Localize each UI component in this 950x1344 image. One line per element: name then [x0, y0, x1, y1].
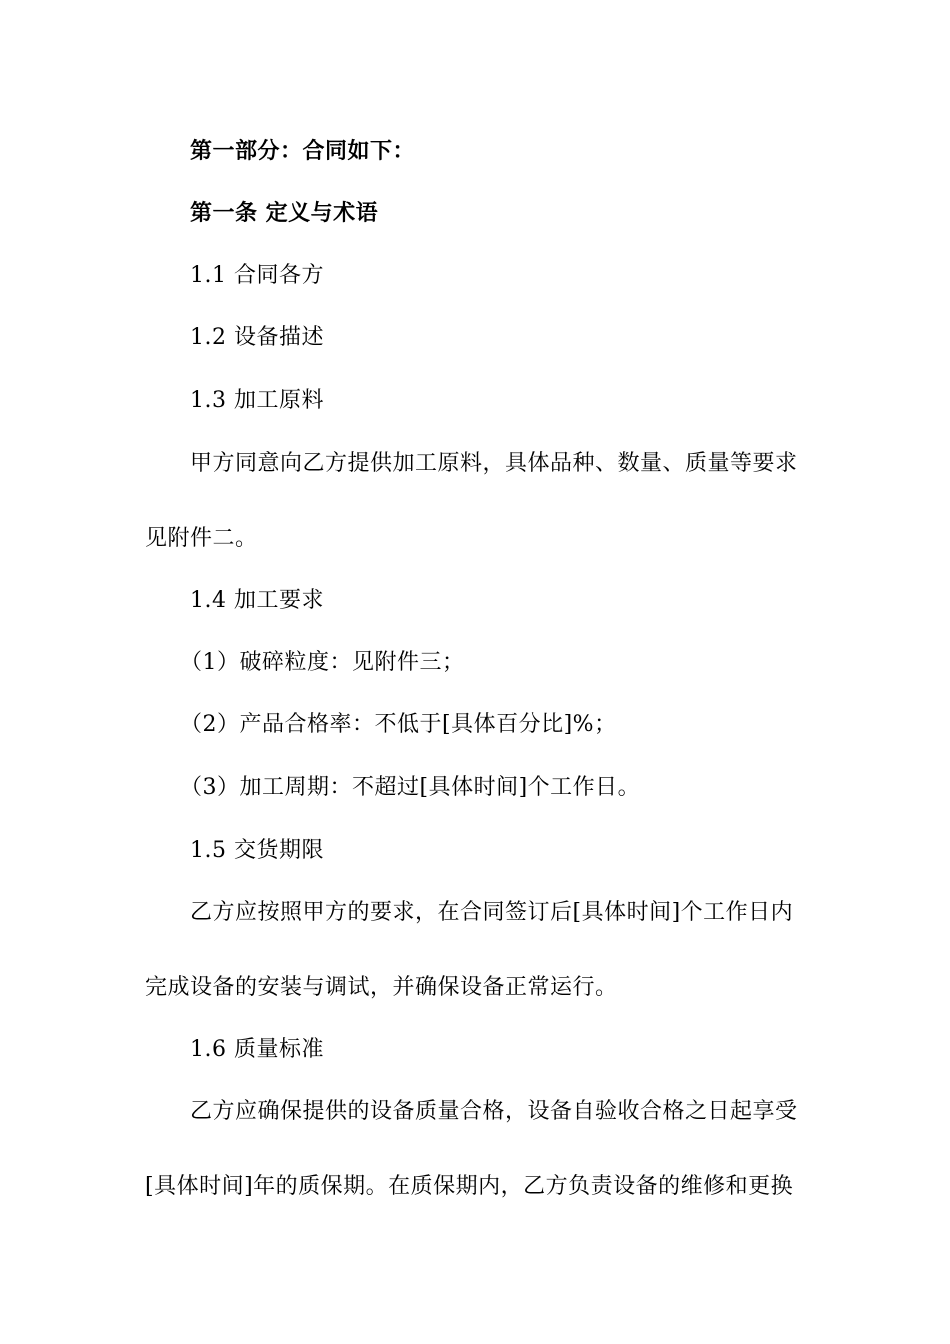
part-heading: 第一部分：合同如下：	[190, 139, 416, 164]
section-1-5-paragraph-line-2: 完成设备的安装与调试，并确保设备正常运行。	[145, 975, 618, 1000]
section-1-5-paragraph-line-1: 乙方应按照甲方的要求，在合同签订后[具体时间]个工作日内	[190, 900, 794, 925]
section-1-3-paragraph-line-2: 见附件二。	[145, 526, 258, 551]
section-1-6-heading: 1.6 质量标准	[190, 1037, 324, 1062]
requirement-item-2: （2）产品合格率：不低于[具体百分比]%；	[180, 712, 617, 737]
section-1-6-paragraph-line-1: 乙方应确保提供的设备质量合格，设备自验收合格之日起享受	[190, 1099, 798, 1124]
section-1-1-heading: 1.1 合同各方	[190, 263, 324, 288]
section-1-5-heading: 1.5 交货期限	[190, 838, 324, 863]
section-1-3-paragraph-line-1: 甲方同意向乙方提供加工原料，具体品种、数量、质量等要求	[190, 451, 798, 476]
article-heading: 第一条 定义与术语	[190, 201, 379, 226]
section-1-2-heading: 1.2 设备描述	[190, 325, 324, 350]
section-1-4-heading: 1.4 加工要求	[190, 588, 324, 613]
section-1-3-heading: 1.3 加工原料	[190, 388, 324, 413]
section-1-6-paragraph-line-2: [具体时间]年的质保期。在质保期内，乙方负责设备的维修和更换	[145, 1174, 794, 1199]
requirement-item-3: （3）加工周期：不超过[具体时间]个工作日。	[180, 775, 641, 800]
requirement-item-1: （1）破碎粒度：见附件三；	[180, 650, 465, 675]
